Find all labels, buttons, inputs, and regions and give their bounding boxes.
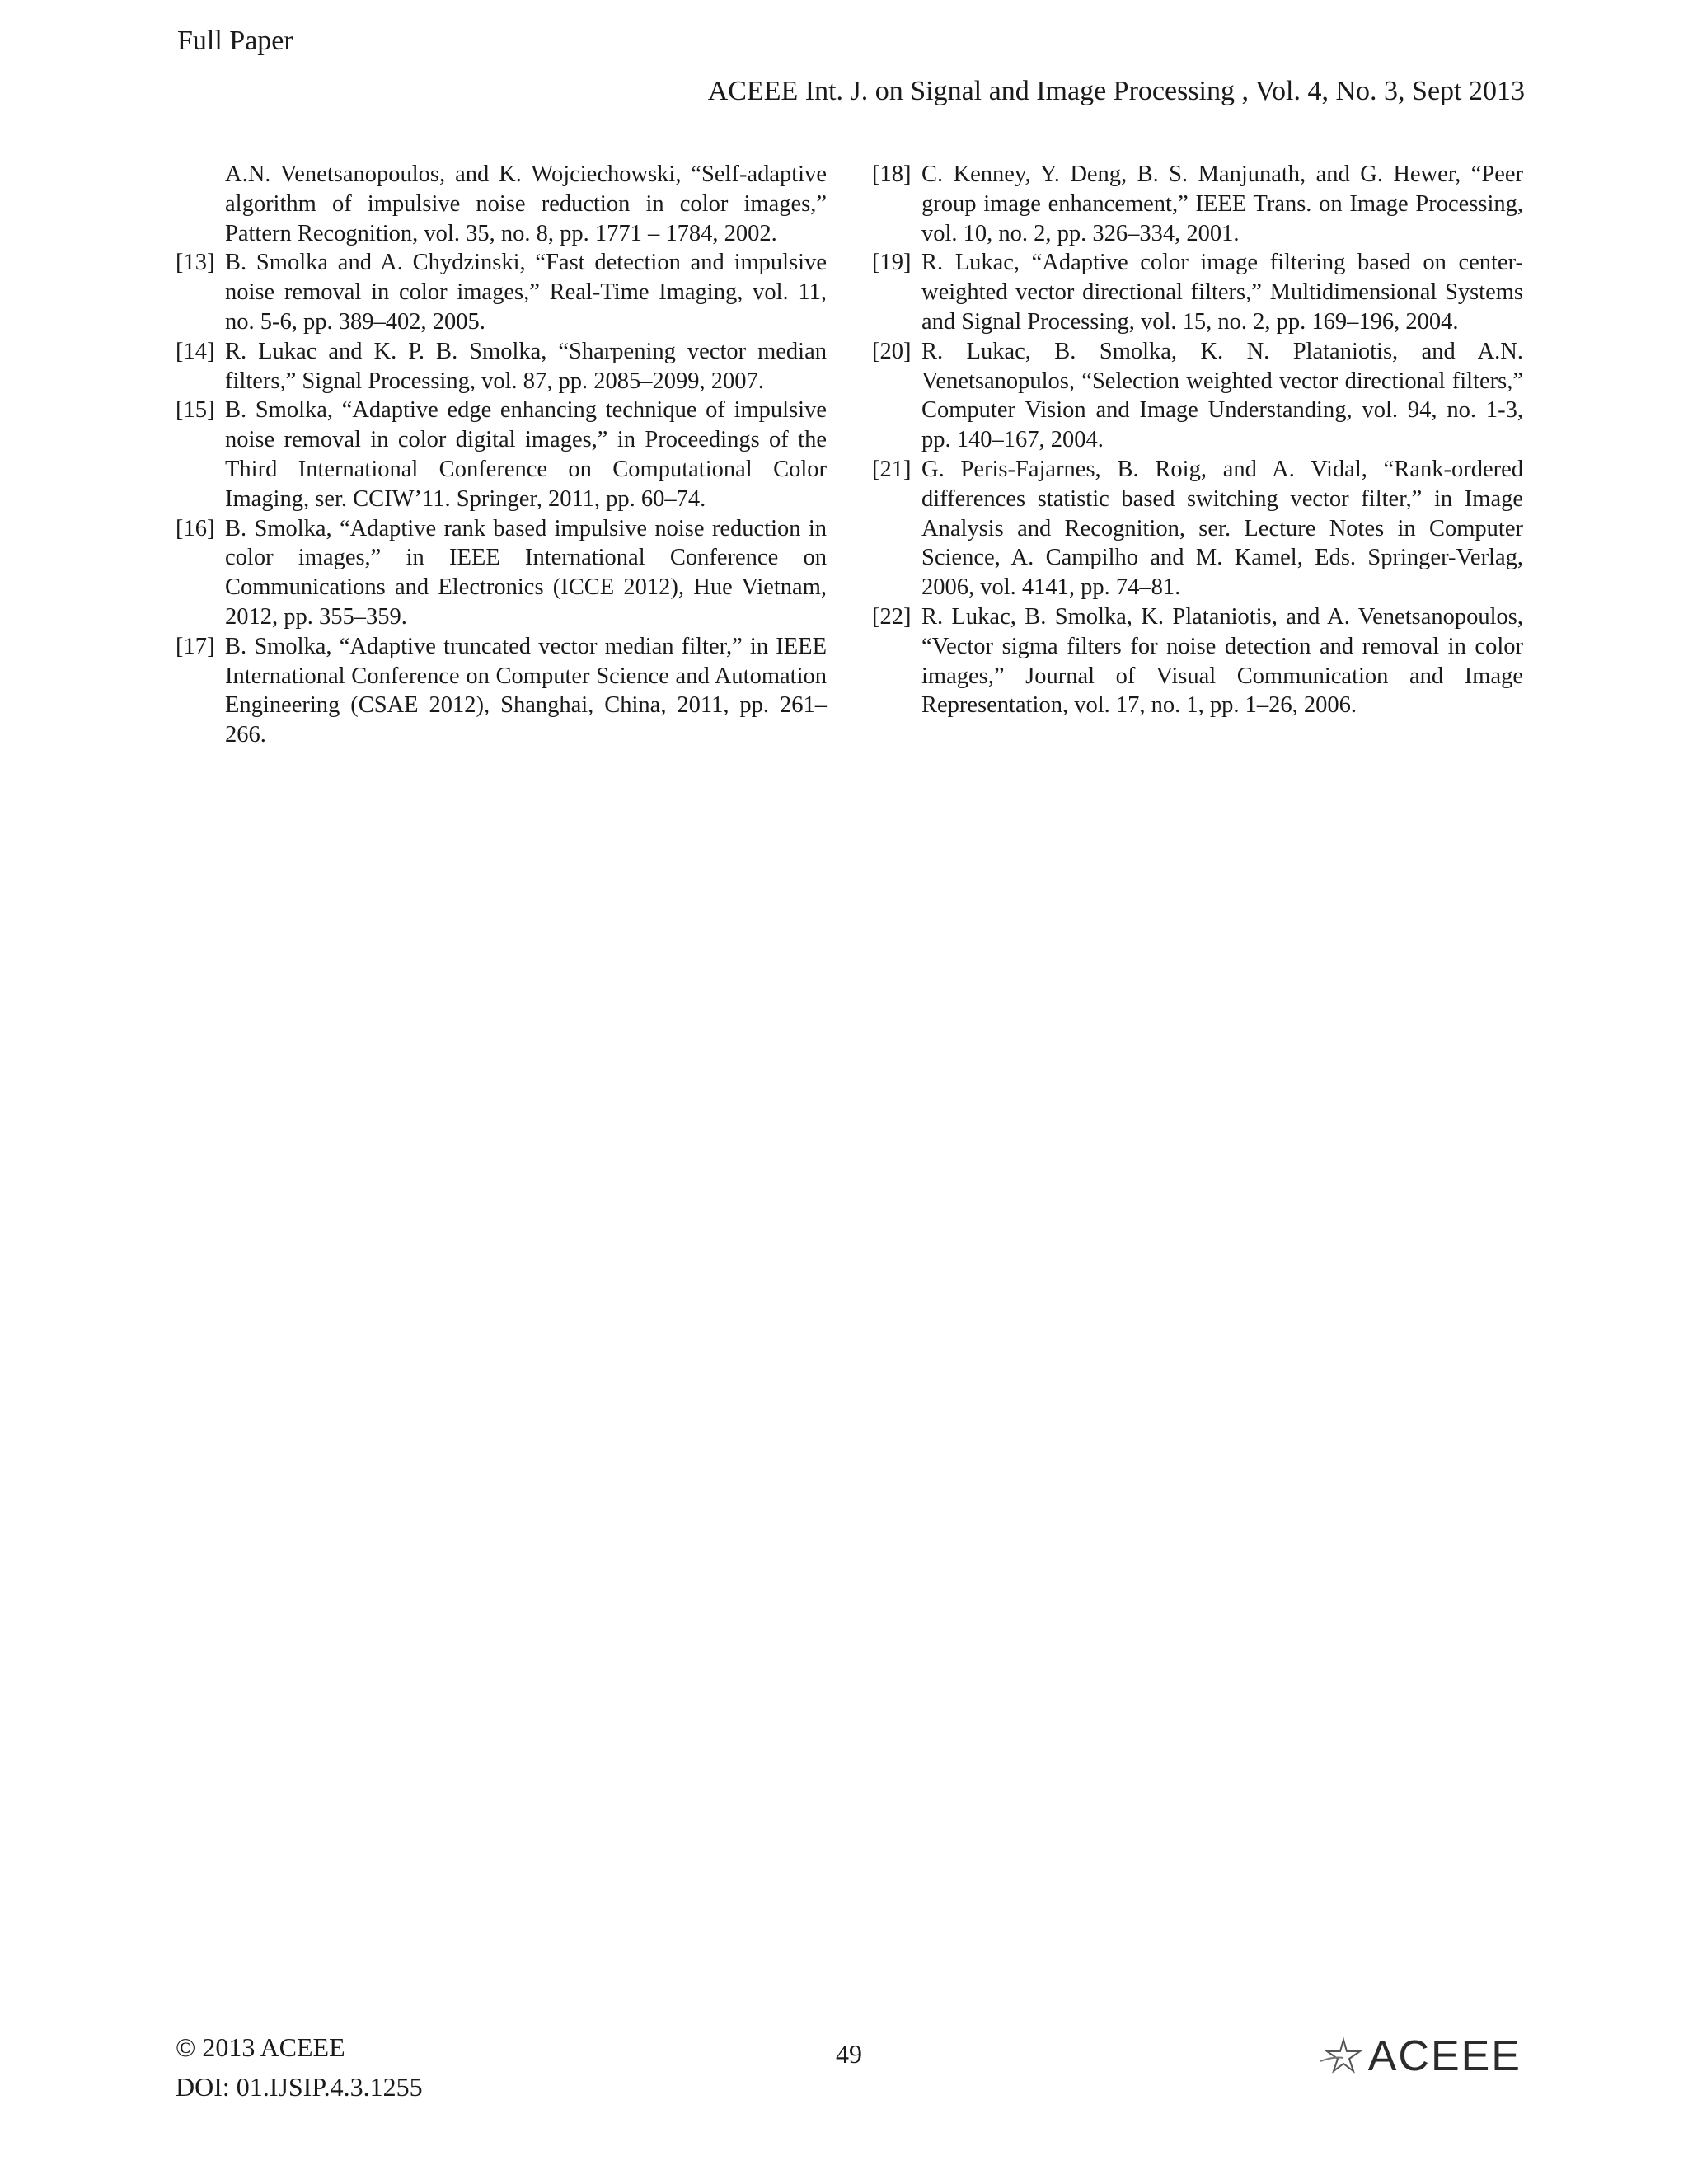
reference-item-18 xyxy=(872,160,1523,248)
logo-wordmark: ACEEE xyxy=(1367,2032,1522,2080)
reference-item-20 xyxy=(872,337,1523,455)
references-right-column xyxy=(872,160,1523,720)
paper-type-label: Full Paper xyxy=(177,26,293,56)
reference-number: [19] xyxy=(872,250,912,276)
reference-item-14 xyxy=(176,337,827,396)
reference-text: C. Kenney, Y. Deng, B. S. Manjunath, and G. Hewer, “Peer group image enhancement,” IEEE Trans. on Image Processing, vol. 10, no. 2, pp. 326–334, 2001. xyxy=(921,162,1523,246)
reference-item-13 xyxy=(176,248,827,336)
star-swoosh-icon xyxy=(1319,2036,1365,2076)
references-left-column xyxy=(176,160,827,750)
reference-item-21 xyxy=(872,455,1523,602)
reference-text: B. Smolka, “Adaptive truncated vector median filter,” in IEEE International Conference on Computer Science and Automation Engineering (CSAE 2012), Shanghai, China, 2011, pp. 261–266. xyxy=(225,633,827,748)
reference-text: A.N. Venetsanopoulos, and K. Wojciechowski, “Self-adaptive algorithm of impulsive noise reduction in color images,” Pattern Recognition, vol. 35, no. 8, pp. 1771 – 1784, 2002. xyxy=(225,162,827,246)
aceee-logo xyxy=(1319,2030,1522,2083)
reference-item-19 xyxy=(872,248,1523,336)
reference-item-16 xyxy=(176,514,827,632)
reference-text: R. Lukac, B. Smolka, K. Plataniotis, and A. Venetsanopoulos, “Vector sigma filters for noise detection and removal in color images,” Journal of Visual Communication and Image Representation, vol. 17, no. 1, pp. 1–26, 2006. xyxy=(921,603,1523,719)
reference-text: B. Smolka, “Adaptive edge enhancing technique of impulsive noise removal in color digital images,” in Proceedings of the Third International Conference on Computational Color Imaging, ser. CCIW’11. Springer, 2011, pp. 60–74. xyxy=(225,397,827,512)
reference-text: B. Smolka, “Adaptive rank based impulsive noise reduction in color images,” in IEEE International Conference on Communications and Electronics (ICCE 2012), Hue Vietnam, 2012, pp. 355–359. xyxy=(225,515,827,630)
reference-text: R. Lukac, B. Smolka, K. N. Plataniotis, and A.N. Venetsanopulos, “Selection weighted vector directional filters,” Computer Vision and Image Understanding, vol. 94, no. 1-3, pp. 140–167, 2004. xyxy=(921,338,1523,453)
reference-item-continued xyxy=(176,160,827,248)
reference-number: [17] xyxy=(176,633,215,659)
doi-identifier: DOI: 01.IJSIP.4.3.1255 xyxy=(176,2072,423,2102)
reference-number: [13] xyxy=(176,250,215,276)
page-number: 49 xyxy=(836,2039,862,2069)
reference-item-22 xyxy=(872,602,1523,720)
reference-number: [20] xyxy=(872,338,912,364)
reference-number: [21] xyxy=(872,456,912,482)
reference-number: [14] xyxy=(176,338,215,364)
journal-citation-header: ACEEE Int. J. on Signal and Image Processing , Vol. 4, No. 3, Sept 2013 xyxy=(707,76,1525,106)
reference-item-17 xyxy=(176,632,827,750)
copyright-notice: © 2013 ACEEE xyxy=(176,2032,345,2062)
reference-number: [16] xyxy=(176,515,215,541)
reference-number: [22] xyxy=(872,603,912,630)
reference-number: [15] xyxy=(176,397,215,424)
footer-publication-info xyxy=(176,2031,423,2110)
reference-item-15 xyxy=(176,396,827,513)
reference-text: R. Lukac, “Adaptive color image filtering based on center-weighted vector directional filters,” Multidimensional Systems and Signal Processing, vol. 15, no. 2, pp. 169–196, 2004. xyxy=(921,250,1523,335)
reference-text: B. Smolka and A. Chydzinski, “Fast detection and impulsive noise removal in color images,” Real-Time Imaging, vol. 11, no. 5-6, pp. 389–402, 2005. xyxy=(225,250,827,335)
reference-text: R. Lukac and K. P. B. Smolka, “Sharpening vector median filters,” Signal Processing, vol. 87, pp. 2085–2099, 2007. xyxy=(225,338,827,394)
reference-text: G. Peris-Fajarnes, B. Roig, and A. Vidal, “Rank-ordered differences statistic based switching vector filter,” in Image Analysis and Recognition, ser. Lecture Notes in Computer Science, A. Campilho and M. Kamel, Eds. Springer-Verlag, 2006, vol. 4141, pp. 74–81. xyxy=(921,456,1523,601)
reference-number: [18] xyxy=(872,162,912,187)
